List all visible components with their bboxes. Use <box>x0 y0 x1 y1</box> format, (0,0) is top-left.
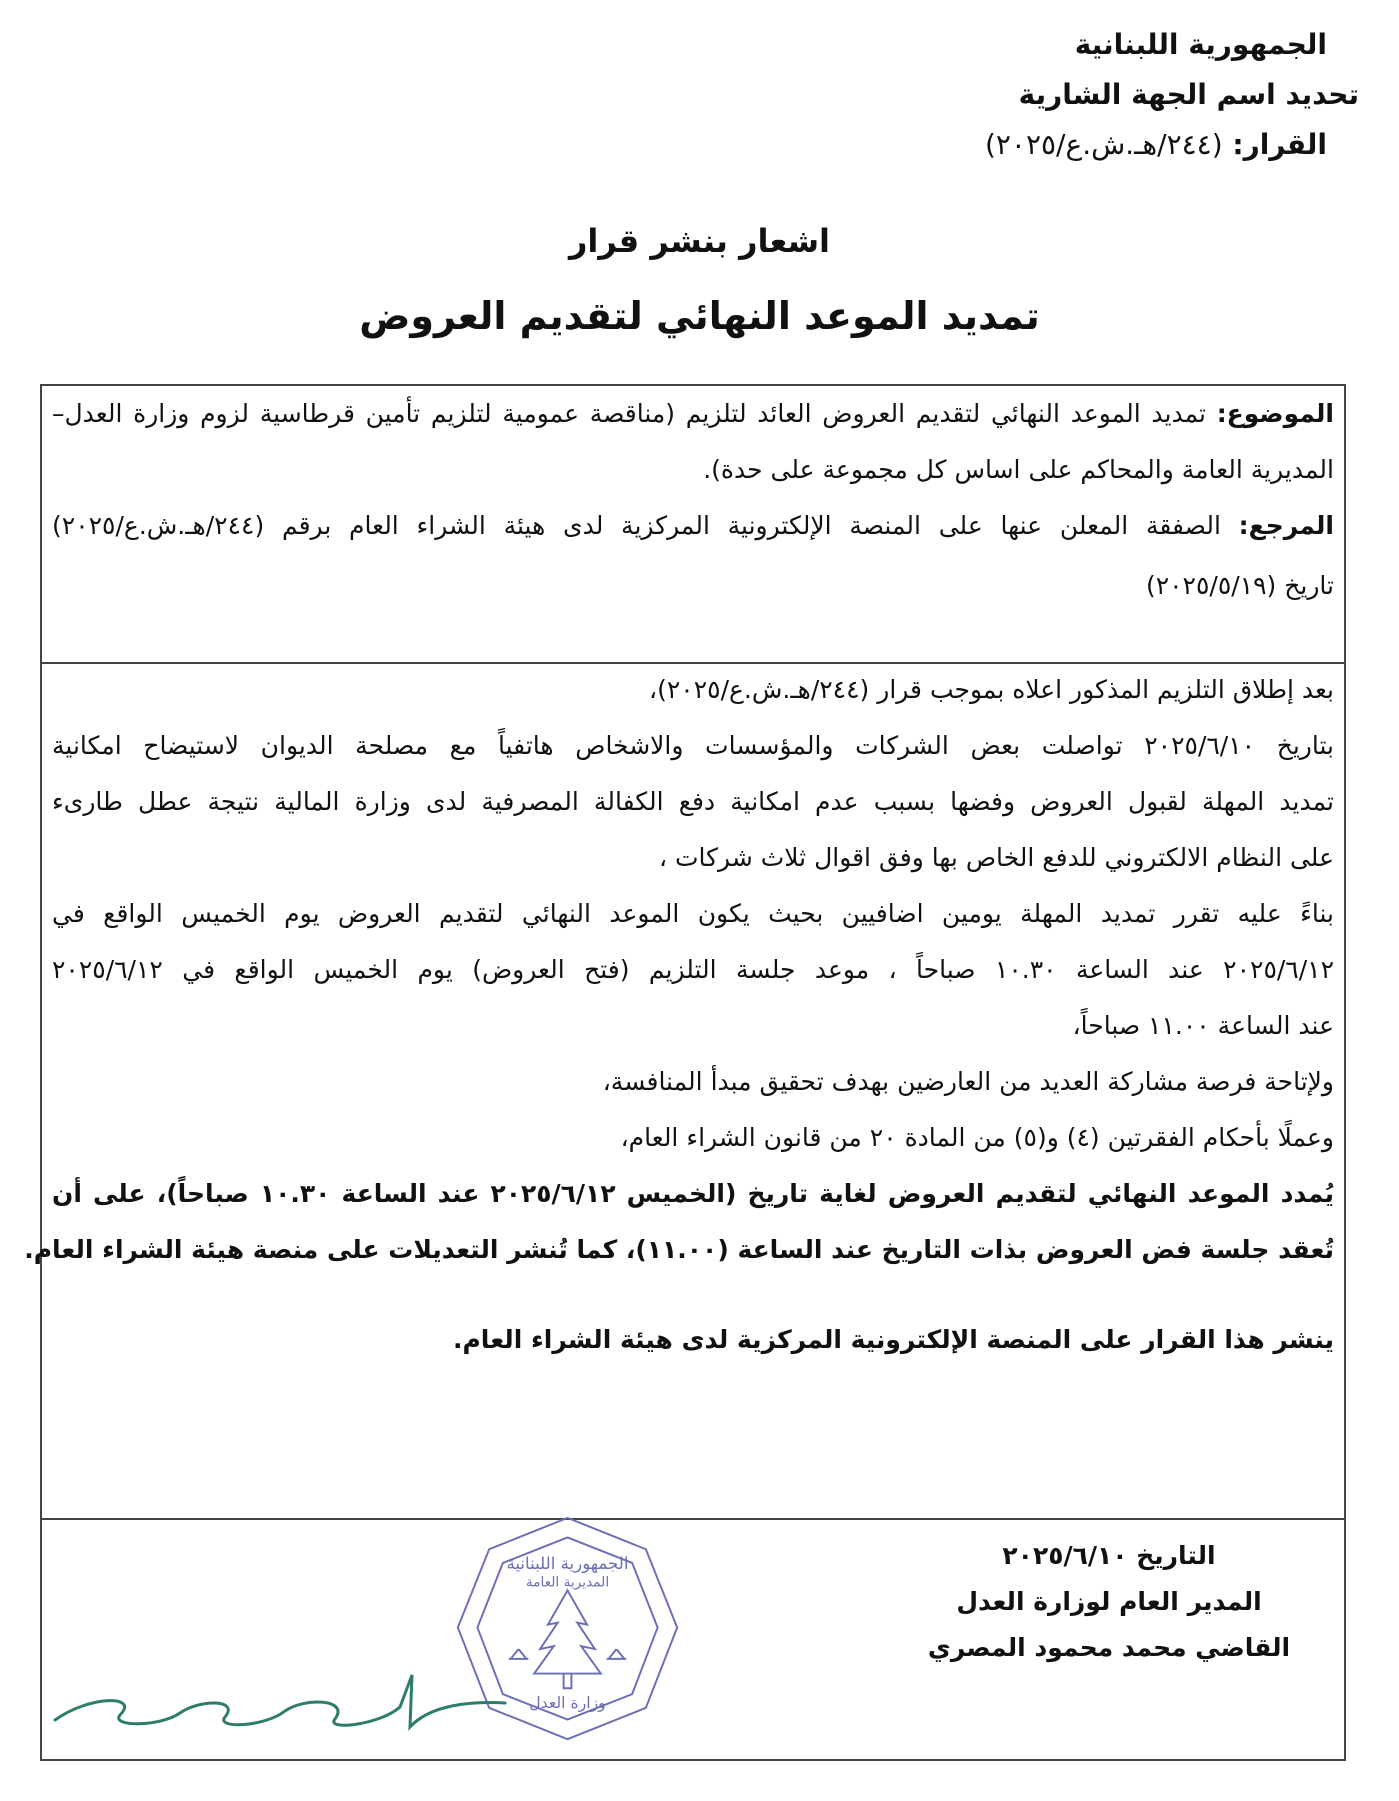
signatory-name: القاضي محمد محمود المصري <box>927 1633 1291 1662</box>
body-paragraph: عند الساعة ١١.٠٠ صباحاً، <box>1072 1011 1334 1040</box>
publication-notice: ينشر هذا القرار على المنصة الإلكترونية المركزية لدى هيئة الشراء العام. <box>452 1325 1334 1354</box>
body-paragraph: على النظام الالكتروني للدفع الخاص بها وفق اقوال ثلاث شركات ، <box>658 843 1334 872</box>
decision-number: (٢٤٤/هـ.ش.ع/٢٠٢٥) <box>984 128 1223 161</box>
body-paragraph: بتاريخ ٢٠٢٥/٦/١٠ تواصلت بعض الشركات والمؤسسات والاشخاص هاتفياً مع مصلحة الديوان لاستيضاح امكانية <box>52 731 1334 760</box>
stamp-bottom-text: وزارة العدل <box>529 1692 606 1712</box>
handwritten-signature <box>50 1665 510 1745</box>
body-paragraph: بناءً عليه تقرر تمديد المهلة يومين اضافيين بحيث يكون الموعد النهائي لتقديم العروض يوم الخميس الواقع في <box>52 899 1334 928</box>
subject-label: الموضوع: <box>1216 399 1334 428</box>
subject-line-1 <box>52 394 1334 434</box>
stamp-inner-text: المديرية العامة <box>525 1574 610 1591</box>
subject-line-2: المديرية العامة والمحاكم على اساس كل مجموعة على حدة). <box>703 455 1334 484</box>
body-paragraph: ولإتاحة فرصة مشاركة العديد من العارضين بهدف تحقيق مبدأ المنافسة، <box>602 1067 1334 1096</box>
body-paragraph: ٢٠٢٥/٦/١٢ عند الساعة ١٠.٣٠ صباحاً ، موعد جلسة التلزيم (فتح العروض) يوم الخميس الواقع في ٢٠٢٥/٦/١٢ <box>52 955 1334 984</box>
body-section <box>24 662 1344 1520</box>
decision-paragraph: يُمدد الموعد النهائي لتقديم العروض لغاية تاريخ (الخميس ٢٠٢٥/٦/١٢ عند الساعة ١٠.٣٠ صباحاً)، على أن <box>52 1179 1334 1208</box>
scales-left-icon <box>509 1649 529 1659</box>
document-title: اشعار بنشر قرار <box>568 222 830 260</box>
cedar-tree-icon <box>534 1590 601 1688</box>
scales-right-icon <box>607 1649 627 1659</box>
reference-text: الصفقة المعلن عنها على المنصة الإلكترونية المركزية لدى هيئة الشراء العام برقم (٢٤٤/هـ.ش.ع/٢٠٢٥) <box>52 511 1239 540</box>
reference-line-2: تاريخ (٢٠٢٥/٥/١٩) <box>1145 571 1334 600</box>
signature-date: التاريخ ٢٠٢٥/٦/١٠ <box>1002 1541 1216 1570</box>
subject-text: تمديد الموعد النهائي لتقديم العروض العائد لتلزيم (مناقصة عمومية لتلزيم تأمين قرطاسية لزوم وزارة العدل– <box>52 399 1217 428</box>
letterhead <box>759 20 1359 170</box>
decision-box <box>24 384 1346 1761</box>
decision-label: القرار: <box>1232 128 1327 161</box>
body-paragraph: بعد إطلاق التلزيم المذكور اعلاه بموجب قرار (٢٤٤/هـ.ش.ع/٢٠٢٥)، <box>649 675 1334 704</box>
decision-paragraph: تُعقد جلسة فض العروض بذات التاريخ عند الساعة (١١.٠٠)، كما تُنشر التعديلات على منصة هيئة الشراء العام. <box>24 1235 1334 1264</box>
decision-reference <box>759 120 1359 170</box>
document-subtitle: تمديد الموعد النهائي لتقديم العروض <box>359 294 1040 338</box>
body-paragraph: وعملًا بأحكام الفقرتين (٤) و(٥) من المادة ٢٠ من قانون الشراء العام، <box>620 1123 1334 1152</box>
reference-line-1 <box>52 506 1334 546</box>
document-titles <box>0 205 1399 355</box>
reference-label: المرجع: <box>1238 511 1334 540</box>
issuing-authority: تحديد اسم الجهة الشارية <box>1018 78 1359 111</box>
signatory-position: المدير العام لوزارة العدل <box>956 1587 1262 1616</box>
subject-section <box>42 386 1344 664</box>
body-paragraph: تمديد المهلة لقبول العروض وفضها بسبب عدم امكانية دفع الكفالة المصرفية لدى وزارة المالية نتيجة عطل طارىء <box>52 787 1334 816</box>
country-name: الجمهورية اللبنانية <box>1074 28 1327 61</box>
stamp-outer-text: الجمهورية اللبنانية <box>506 1553 629 1573</box>
